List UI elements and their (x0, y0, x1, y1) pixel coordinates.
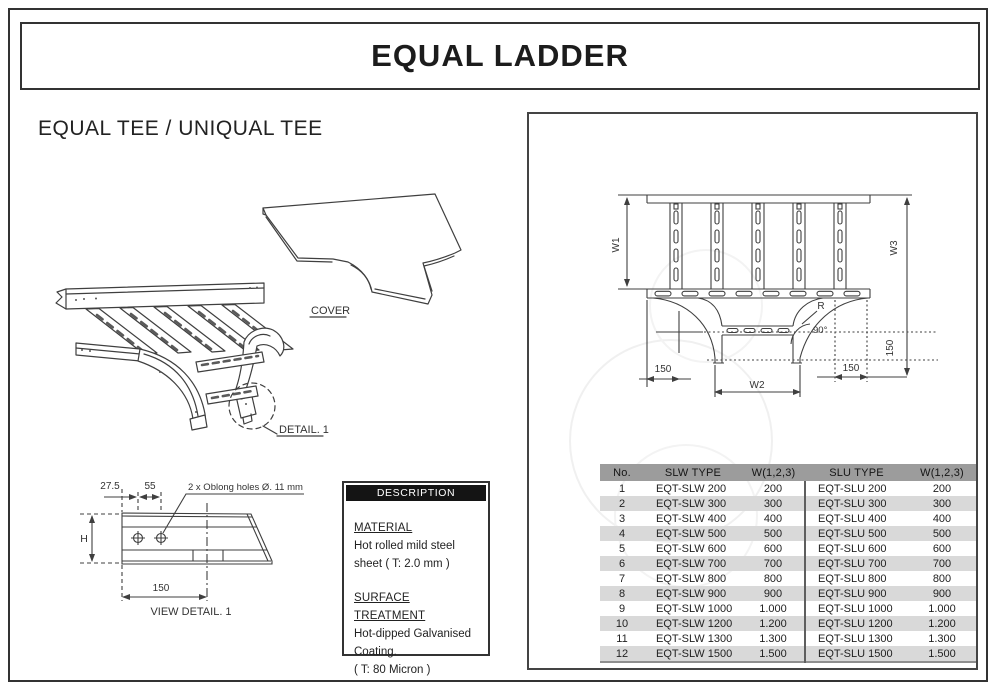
ladder-near-rail-left (76, 343, 207, 430)
dim-150-left: 150 (654, 364, 672, 375)
table-cell: 300 (908, 496, 976, 511)
table-cell: EQT-SLW 600 (656, 542, 727, 555)
table-cell: 1.200 (742, 616, 805, 631)
table-cell: 500 (908, 526, 976, 541)
dim-h-label: H (80, 533, 88, 545)
table-cell: EQT-SLU 600 (805, 541, 908, 556)
table-header-cell: No. (600, 464, 644, 481)
table-cell: EQT-SLW 500 (644, 526, 742, 541)
table-cell: EQT-SLW 300 (644, 496, 742, 511)
table-cell: 800 (763, 572, 783, 585)
surface-line: ( T: 80 Micron ) (354, 664, 431, 676)
w2-label: W2 (749, 380, 765, 391)
table-cell: 1.000 (928, 602, 956, 615)
table-cell: EQT-SLW 200 (656, 482, 727, 495)
table-row (600, 631, 976, 646)
w3-label: W3 (889, 240, 900, 256)
table-cell: EQT-SLU 1300 (805, 631, 908, 646)
title-box (20, 22, 980, 90)
view-detail-drawing (75, 462, 345, 627)
size-table-wrap (600, 464, 976, 663)
table-cell: 5 (618, 542, 626, 555)
table-cell: EQT-SLW 700 (644, 556, 742, 571)
surface-treatment-title: SURFACE TREATMENT (354, 592, 426, 622)
table-cell: 11 (616, 632, 628, 645)
table-row (600, 616, 976, 631)
table-cell: EQT-SLU 400 (805, 511, 908, 526)
table-cell: 900 (742, 586, 805, 601)
table-row (600, 511, 976, 526)
table-cell: EQT-SLU 700 (805, 556, 908, 571)
branch-rungs (196, 352, 264, 404)
section-title: EQUAL TEE / UNIQUAL TEE (38, 117, 323, 140)
size-table-body (600, 481, 976, 662)
detail-1-label: DETAIL. 1 (279, 424, 329, 436)
description-box (342, 481, 490, 676)
table-cell: 700 (908, 556, 976, 571)
table-cell: 3 (618, 512, 626, 525)
table-cell: EQT-SLW 1500 (644, 646, 742, 662)
table-header-cell: SLU TYPE (805, 464, 908, 481)
table-cell: EQT-SLW 1000 (656, 602, 733, 615)
table-row (600, 496, 976, 511)
table-cell: EQT-SLU 1200 (805, 616, 908, 631)
size-table (600, 464, 976, 663)
isometric-tee-drawing (40, 150, 510, 460)
table-row (600, 586, 976, 601)
angle-90-label: 90° (813, 325, 828, 336)
table-cell: 1.300 (759, 632, 787, 645)
table-cell: 2 (600, 496, 644, 511)
material-title: MATERIAL (354, 522, 413, 534)
table-cell: EQT-SLU 500 (805, 526, 908, 541)
table-cell: 700 (742, 556, 805, 571)
table-cell: 4 (600, 526, 644, 541)
dim-27-5-label: 27.5 (100, 481, 120, 492)
plan-top-rail (647, 195, 870, 203)
plan-rungs (670, 203, 846, 289)
table-cell: 800 (932, 572, 952, 585)
table-cell: 6 (600, 556, 644, 571)
oblong-holes-note: 2 x Oblong holes Ø. 11 mm (188, 482, 303, 493)
table-row (600, 526, 976, 541)
table-cell: EQT-SLU 200 (805, 481, 908, 496)
table-cell: EQT-SLW 400 (656, 512, 727, 525)
table-cell: 1.300 (928, 632, 956, 645)
table-header-cell: W(1,2,3) (742, 464, 805, 481)
table-row (600, 541, 976, 556)
cover-shape (263, 194, 461, 304)
dim-150-right-bottom: 150 (842, 363, 860, 374)
table-cell: 8 (600, 586, 644, 601)
dim-150-label: 150 (152, 583, 170, 594)
dim-150-right-vertical: 150 (885, 339, 896, 357)
rung-end-notches (674, 204, 842, 209)
description-header: DESCRIPTION (346, 485, 486, 501)
material-line: sheet ( T: 2.0 mm ) (354, 558, 450, 570)
view-detail-caption: VIEW DETAIL. 1 (150, 606, 232, 618)
construction-lines (704, 300, 938, 382)
table-cell: EQT-SLU 1000 (805, 601, 908, 616)
dim-55-label: 55 (144, 481, 156, 492)
table-cell: 9 (618, 602, 626, 615)
table-cell: EQT-SLW 1200 (644, 616, 742, 631)
radius-label: R (817, 301, 825, 312)
table-cell: 200 (932, 482, 952, 495)
size-table-head (600, 464, 976, 481)
table-cell: EQT-SLU 800 (805, 571, 908, 586)
table-cell: 12 (600, 646, 644, 662)
table-row (600, 556, 976, 571)
table-header-cell: SLW TYPE (644, 464, 742, 481)
table-cell: 500 (742, 526, 805, 541)
table-cell: 200 (763, 482, 783, 495)
table-cell: 300 (742, 496, 805, 511)
table-row (600, 481, 976, 496)
table-cell: 1.500 (908, 646, 976, 662)
right-panel (527, 112, 978, 670)
table-cell: 600 (932, 542, 952, 555)
table-cell: 900 (908, 586, 976, 601)
page-title: EQUAL LADDER (371, 38, 629, 73)
surface-line: Hot-dipped Galvanised (354, 628, 471, 640)
table-cell: 1.500 (742, 646, 805, 662)
table-cell: 1.000 (759, 602, 787, 615)
table-row (600, 601, 976, 616)
table-cell: 1 (618, 482, 626, 495)
material-line: Hot rolled mild steel (354, 540, 455, 552)
rung-slots (674, 211, 842, 281)
table-cell: 600 (763, 542, 783, 555)
table-cell: 7 (618, 572, 626, 585)
plan-branch (653, 298, 868, 363)
table-header-cell: W(1,2,3) (908, 464, 976, 481)
surface-line: Coating. (354, 646, 397, 658)
cover-label: COVER (311, 305, 351, 317)
table-cell: EQT-SLU 1500 (805, 646, 908, 662)
plan-view-drawing (592, 162, 972, 422)
bottom-rail-slots (655, 291, 860, 296)
w1-label: W1 (611, 237, 622, 253)
table-cell: 1.200 (908, 616, 976, 631)
table-cell: 400 (932, 512, 952, 525)
table-cell: EQT-SLW 1300 (656, 632, 733, 645)
table-cell: EQT-SLW 800 (656, 572, 727, 585)
table-cell: EQT-SLU 900 (805, 586, 908, 601)
table-cell: EQT-SLU 300 (805, 496, 908, 511)
table-row (600, 646, 976, 662)
table-cell: 10 (600, 616, 644, 631)
table-row (600, 571, 976, 586)
plan-bottom-rail (647, 289, 870, 298)
table-cell: 400 (763, 512, 783, 525)
table-cell: EQT-SLW 900 (644, 586, 742, 601)
